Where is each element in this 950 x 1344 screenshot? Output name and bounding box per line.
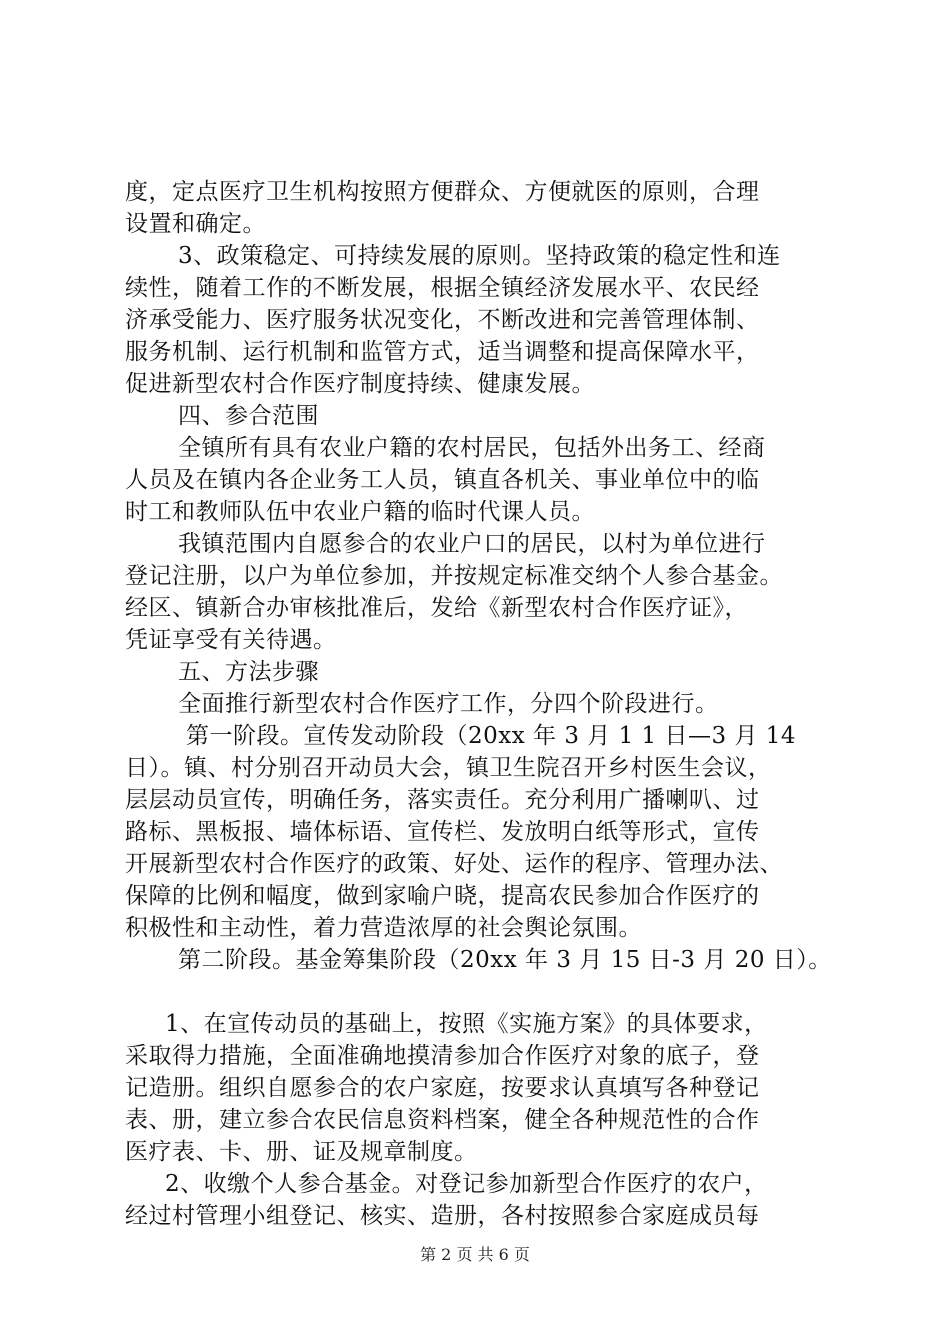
text-line: 全镇所有具有农业户籍的农村居民，包括外出务工、经商 <box>178 435 766 461</box>
text-line: 续性，随着工作的不断发展，根据全镇经济发展水平、农民经 <box>125 275 760 301</box>
text-line: 服务机制、运行机制和监管方式，适当调整和提高保障水平， <box>125 339 760 365</box>
text-line: 第一阶段。宣传发动阶段（20xx 年 3 月 1 1 日—3 月 14 <box>186 723 796 749</box>
text-line: 1、在宣传动员的基础上，按照《实施方案》的具体要求， <box>165 1011 768 1037</box>
text-line: 凭证享受有关待遇。 <box>125 627 337 653</box>
section-heading: 四、参合范围 <box>178 403 319 429</box>
text-line: 登记注册，以户为单位参加，并按规定标准交纳个人参合基金。 <box>125 563 783 589</box>
text-line: 时工和教师队伍中农业户籍的临时代课人员。 <box>125 499 595 525</box>
text-line: 3、政策稳定、可持续发展的原则。坚持政策的稳定性和连 <box>178 243 781 269</box>
text-line: 设置和确定。 <box>125 211 266 237</box>
text-line: 保障的比例和幅度，做到家喻户晓，提高农民参加合作医疗的 <box>125 883 760 909</box>
page-number-footer: 第 2 页 共 6 页 <box>420 1245 530 1264</box>
text-line: 日）。镇、村分别召开动员大会，镇卫生院召开乡村医生会议， <box>125 755 772 781</box>
text-line: 路标、黑板报、墙体标语、宣传栏、发放明白纸等形式，宣传 <box>125 819 760 845</box>
text-line: 第二阶段。基金筹集阶段（20xx 年 3 月 15 日-3 月 20 日）。 <box>178 947 832 973</box>
text-line: 我镇范围内自愿参合的农业户口的居民，以村为单位进行 <box>178 531 766 557</box>
text-line: 人员及在镇内各企业务工人员，镇直各机关、事业单位中的临 <box>125 467 760 493</box>
text-line: 经过村管理小组登记、核实、造册，各村按照参合家庭成员每 <box>125 1203 760 1229</box>
text-line: 开展新型农村合作医疗的政策、好处、运作的程序、管理办法、 <box>125 851 783 877</box>
text-line: 记造册。组织自愿参合的农户家庭，按要求认真填写各种登记 <box>125 1075 760 1101</box>
text-line: 2、收缴个人参合基金。对登记参加新型合作医疗的农户， <box>165 1171 768 1197</box>
text-line: 采取得力措施，全面准确地摸清参加合作医疗对象的底子，登 <box>125 1043 760 1069</box>
text-line: 度，定点医疗卫生机构按照方便群众、方便就医的原则，合理 <box>125 179 760 205</box>
text-line: 积极性和主动性，着力营造浓厚的社会舆论氛围。 <box>125 915 642 941</box>
text-line: 医疗表、卡、册、证及规章制度。 <box>125 1139 478 1165</box>
text-line: 层层动员宣传，明确任务，落实责任。充分利用广播喇叭、过 <box>125 787 760 813</box>
text-line: 表、册，建立参合农民信息资料档案，健全各种规范性的合作 <box>125 1107 760 1133</box>
text-line: 促进新型农村合作医疗制度持续、健康发展。 <box>125 371 595 397</box>
text-line: 全面推行新型农村合作医疗工作，分四个阶段进行。 <box>178 691 719 717</box>
section-heading: 五、方法步骤 <box>178 659 319 685</box>
text-line: 济承受能力、医疗服务状况变化，不断改进和完善管理体制、 <box>125 307 760 333</box>
text-line: 经区、镇新合办审核批准后，发给《新型农村合作医疗证》， <box>125 595 748 621</box>
